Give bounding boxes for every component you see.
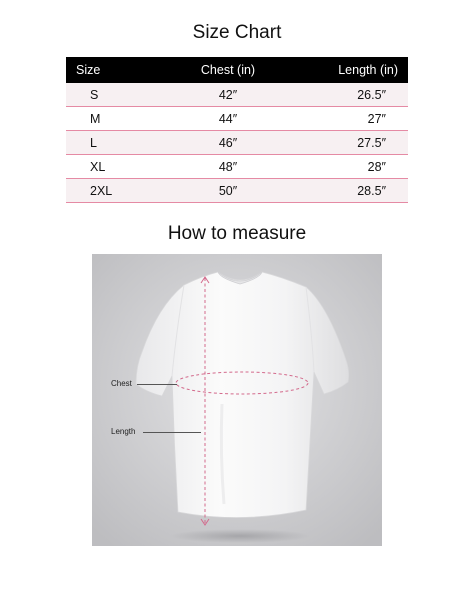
size-cell: S bbox=[66, 83, 170, 107]
length-cell: 27″ bbox=[286, 107, 408, 131]
chest-callout-label: Chest bbox=[111, 379, 132, 388]
table-row bbox=[66, 83, 408, 107]
length-cell: 28.5″ bbox=[286, 179, 408, 203]
size-cell: XL bbox=[66, 155, 170, 179]
chest-cell: 44″ bbox=[170, 107, 286, 131]
header-length: Length (in) bbox=[286, 57, 408, 83]
table-row bbox=[66, 179, 408, 203]
floor-shadow bbox=[170, 529, 310, 543]
chest-cell: 46″ bbox=[170, 131, 286, 155]
length-cell: 26.5″ bbox=[286, 83, 408, 107]
table-row bbox=[66, 155, 408, 179]
table-row bbox=[66, 107, 408, 131]
header-chest: Chest (in) bbox=[170, 57, 286, 83]
chest-leader-line bbox=[137, 384, 177, 385]
size-cell: M bbox=[66, 107, 170, 131]
size-chart-title: Size Chart bbox=[192, 22, 282, 43]
length-cell: 27.5″ bbox=[286, 131, 408, 155]
tshirt-illustration bbox=[92, 254, 382, 546]
length-cell: 28″ bbox=[286, 155, 408, 179]
size-chart-table bbox=[66, 57, 408, 203]
length-callout-label: Length bbox=[111, 427, 136, 436]
table-row bbox=[66, 131, 408, 155]
header-size: Size bbox=[66, 57, 170, 83]
size-cell: 2XL bbox=[66, 179, 170, 203]
size-cell: L bbox=[66, 131, 170, 155]
how-to-measure-title: How to measure bbox=[167, 223, 307, 244]
chest-cell: 50″ bbox=[170, 179, 286, 203]
length-leader-line bbox=[143, 432, 201, 433]
chest-cell: 48″ bbox=[170, 155, 286, 179]
tshirt-measure-diagram bbox=[92, 254, 382, 546]
table-header-row bbox=[66, 57, 408, 83]
chest-cell: 42″ bbox=[170, 83, 286, 107]
